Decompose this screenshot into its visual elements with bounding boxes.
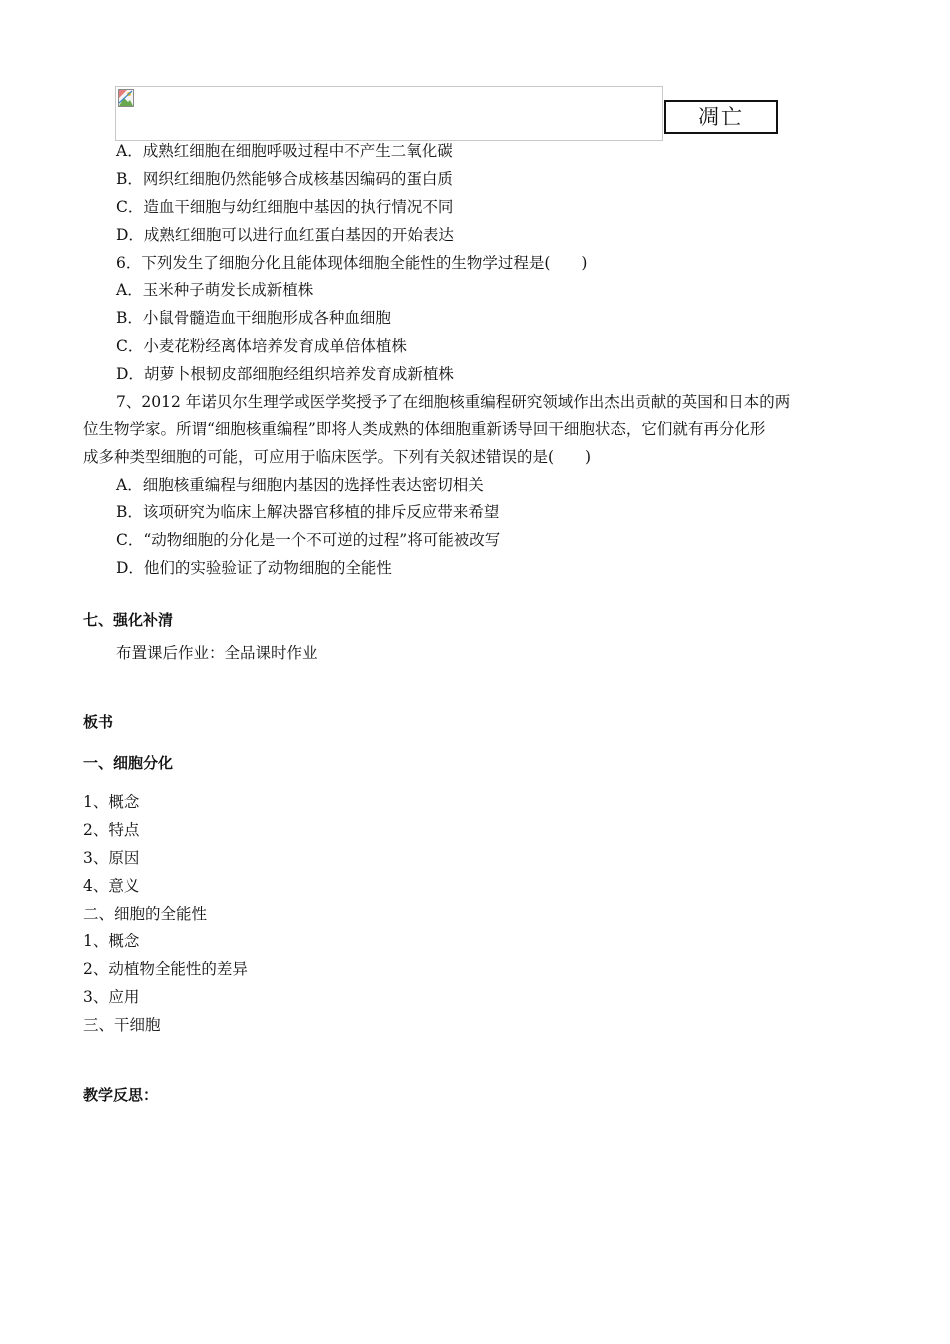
q6-option-d: D．胡萝卜根韧皮部细胞经组织培养发育成新植株 <box>116 365 454 383</box>
q7-stem-line-1: 7、2012 年诺贝尔生理学或医学奖授予了在细胞核重编程研究领域作出杰出贡献的英国和日本的两 <box>116 393 791 411</box>
q5-option-d: D．成熟红细胞可以进行血红蛋白基因的开始表达 <box>116 226 454 244</box>
board-part2-item: 3、应用 <box>83 988 140 1006</box>
board-part1-item: 4、意义 <box>83 877 140 895</box>
board-part3-heading: 三、干细胞 <box>83 1016 161 1034</box>
board-part2-item: 2、动植物全能性的差异 <box>83 960 248 978</box>
q5-option-a: A．成熟红细胞在细胞呼吸过程中不产生二氧化碳 <box>116 142 453 160</box>
q7-option-c: C．“动物细胞的分化是一个不可逆的过程”将可能被改写 <box>116 531 501 549</box>
q7-option-a: A．细胞核重编程与细胞内基因的选择性表达密切相关 <box>116 476 484 494</box>
board-part1-item: 1、概念 <box>83 793 140 811</box>
q5-option-b: B．网织红细胞仍然能够合成核基因编码的蛋白质 <box>116 170 453 188</box>
q6-option-b: B．小鼠骨髓造血干细胞形成各种血细胞 <box>116 309 391 327</box>
broken-image-icon <box>118 89 134 107</box>
q7-stem-line-2: 位生物学家。所谓“细胞核重编程”即将人类成熟的体细胞重新诱导回干细胞状态，它们就有再分化形 <box>83 420 766 438</box>
section7-heading: 七、强化补清 <box>83 611 174 629</box>
board-part2-item: 1、概念 <box>83 932 140 950</box>
reflection-heading: 教学反思： <box>83 1086 159 1104</box>
q7-option-b: B．该项研究为临床上解决器官移植的排斥反应带来希望 <box>116 503 500 521</box>
board-part1-heading: 一、细胞分化 <box>83 754 174 772</box>
board-part2-heading: 二、细胞的全能性 <box>83 905 208 923</box>
board-part1-item: 3、原因 <box>83 849 140 867</box>
q6-option-c: C．小麦花粉经离体培养发育成单倍体植株 <box>116 337 407 355</box>
q5-option-c: C．造血干细胞与幼红细胞中基因的执行情况不同 <box>116 198 454 216</box>
board-title: 板书 <box>83 713 114 731</box>
stamp-label: 凋亡 <box>664 100 778 134</box>
q6-stem: 6．下列发生了细胞分化且能体现体细胞全能性的生物学过程是( ) <box>116 254 588 272</box>
board-part1-item: 2、特点 <box>83 821 140 839</box>
q7-option-d: D．他们的实验验证了动物细胞的全能性 <box>116 559 392 577</box>
broken-image-placeholder <box>115 86 663 141</box>
q7-stem-line-3: 成多种类型细胞的可能，可应用于临床医学。下列有关叙述错误的是( ) <box>83 448 592 466</box>
q6-option-a: A．玉米种子萌发长成新植株 <box>116 281 314 299</box>
section7-body: 布置课后作业：全品课时作业 <box>116 644 318 662</box>
